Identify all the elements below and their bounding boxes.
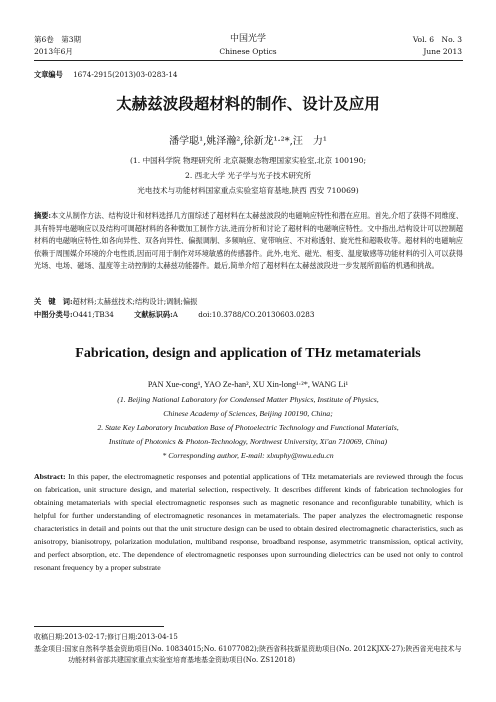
footnote	[34, 632, 463, 667]
abstract-en-label: Abstract:	[34, 472, 66, 481]
article-number	[34, 70, 177, 80]
header-journal-cn: 中国光学	[229, 34, 266, 44]
affiliations-en	[0, 393, 496, 463]
authors-en: PAN Xue-cong¹, YAO Ze-han², XU Xin-long¹·²*, WANG Li¹	[147, 380, 349, 389]
abstract-en-text: In this paper, the electromagnetic responses and potential applications of THz metamaterials are reviewed through the focus on fabrication, unit structure design, and material selection, respectively. It describes different kinds of fabrication technologies for obtaining metamaterials with special electromagnetic responses such as magnetic resonance and reconfigurable tunability, which is helpful for further understanding of electromagnetic resonances in metamaterials. The paper analyzes the electromagnetic response characteristics in detail and points out that the unit structure design can be used to obtain desired electromagnetic characteristics, such as anisotropy, bianisotropy, polarization modulation, multiband response, broadband response, asymmetric transmission, optical activity, and perfect absorption, etc. The dependence of electromagnetic responses upon surrounding dielectrics can be used not only to control resonant frequency by a proper substrate	[34, 472, 463, 572]
header-vol-issue-cn: 第6卷 第3期	[34, 35, 82, 44]
classification	[34, 309, 314, 320]
keywords-cn-text: 超材料;太赫兹技术;结构设计;调制;偏振	[72, 297, 198, 306]
header-vol-issue-en: Vol. 6 No. 3	[412, 35, 462, 44]
affiliation-cn-1: (1. 中国科学院 物理研究所 北京凝聚态物理国家实验室,北京 100190;	[129, 156, 367, 165]
affiliation-cn-3: 光电技术与功能材料国家重点实验室培育基地,陕西 西安 710069)	[137, 186, 359, 195]
funding: 基金项目:国家自然科学基金资助项目(No. 10834015;No. 61077082);陕西省科技新星资助项目(No. 2012KJXX-27);陕西省光电技术与功能材料省部共建国家重点实验室培育基地基金资助项目(No. ZS12018)	[34, 644, 462, 664]
authors-cn: 潘学聪¹,姚泽瀚²,徐新龙¹·²*,汪 力¹	[169, 136, 327, 147]
corresponding-author: * Corresponding author, E-mail: xlxuphy@nwu.edu.cn	[162, 451, 334, 460]
header-date-en: June 2013	[423, 47, 462, 56]
abstract-cn	[34, 210, 463, 273]
affiliation-cn-2: 2. 西北大学 光子学与光子技术研究所	[185, 171, 311, 180]
doc-code-label: 文献标识码:	[134, 310, 173, 319]
keywords-cn-label: 关 键 词:	[34, 297, 73, 306]
title-en: Fabrication, design and application of THz metamaterials	[75, 346, 421, 361]
abstract-cn-text: 本文从制作方法、结构设计和材料选择几方面综述了超材料在太赫兹波段的电磁响应特性和潜在应用。首先,介绍了获得不同维度、具有特异电磁响应以及结构可调超材料的各种微加工制作方法,进而分析和讨论了超材料的电磁响应特性。文中指出,结构设计可以控制超材料的电磁响应特性,如各向异性、双各向异性、偏振调制、多频响应、宽带响应、不对称透射、旋光性和超吸收等。超材料的电磁响应依赖于周围媒介环境的介电性质,因而可用于制作对环境敏感的传感器件。此外,电光、磁光、相变、温度敏感等功能材料的引入可以获得光场、电场、磁场、温度等主动控制的太赫兹功能器件。最后,简单介绍了超材料在太赫兹波段进一步发展所面临的机遇和挑战。	[34, 211, 464, 270]
clc-value: O441;TB34	[72, 310, 114, 319]
affiliation-en-3: 2. State Key Laboratory Incubation Base of Photoelectric Technology and Functional Materials,	[97, 423, 399, 432]
doi: doi:10.3788/CO.20130603.0283	[198, 310, 315, 319]
title-cn: 太赫兹波段超材料的制作、设计及应用	[116, 95, 380, 113]
doc-code-value: A	[172, 310, 178, 319]
header-date-cn: 2013年6月	[34, 47, 73, 56]
affiliation-en-1: (1. Beijing National Laboratory for Condensed Matter Physics, Institute of Physics,	[117, 395, 379, 404]
header-journal-en: Chinese Optics	[219, 47, 277, 56]
keywords-cn	[34, 296, 197, 307]
abstract-en	[34, 470, 463, 574]
abstract-cn-label: 摘要:	[34, 211, 52, 220]
affiliation-en-4: Institute of Photonics & Photon-Technology, Northwest University, Xi'an 710069, China)	[108, 437, 388, 446]
article-number-value: 1674-2915(2013)03-0283-14	[73, 70, 178, 79]
header-rule	[34, 60, 463, 61]
footnote-rule	[34, 626, 164, 627]
affiliation-en-2: Chinese Academy of Sciences, Beijing 100190, China;	[163, 409, 333, 418]
clc-label: 中图分类号:	[34, 310, 73, 319]
received-date: 收稿日期:2013-02-17;修订日期:2013-04-15	[34, 633, 178, 641]
article-number-label: 文章编号	[34, 70, 63, 79]
